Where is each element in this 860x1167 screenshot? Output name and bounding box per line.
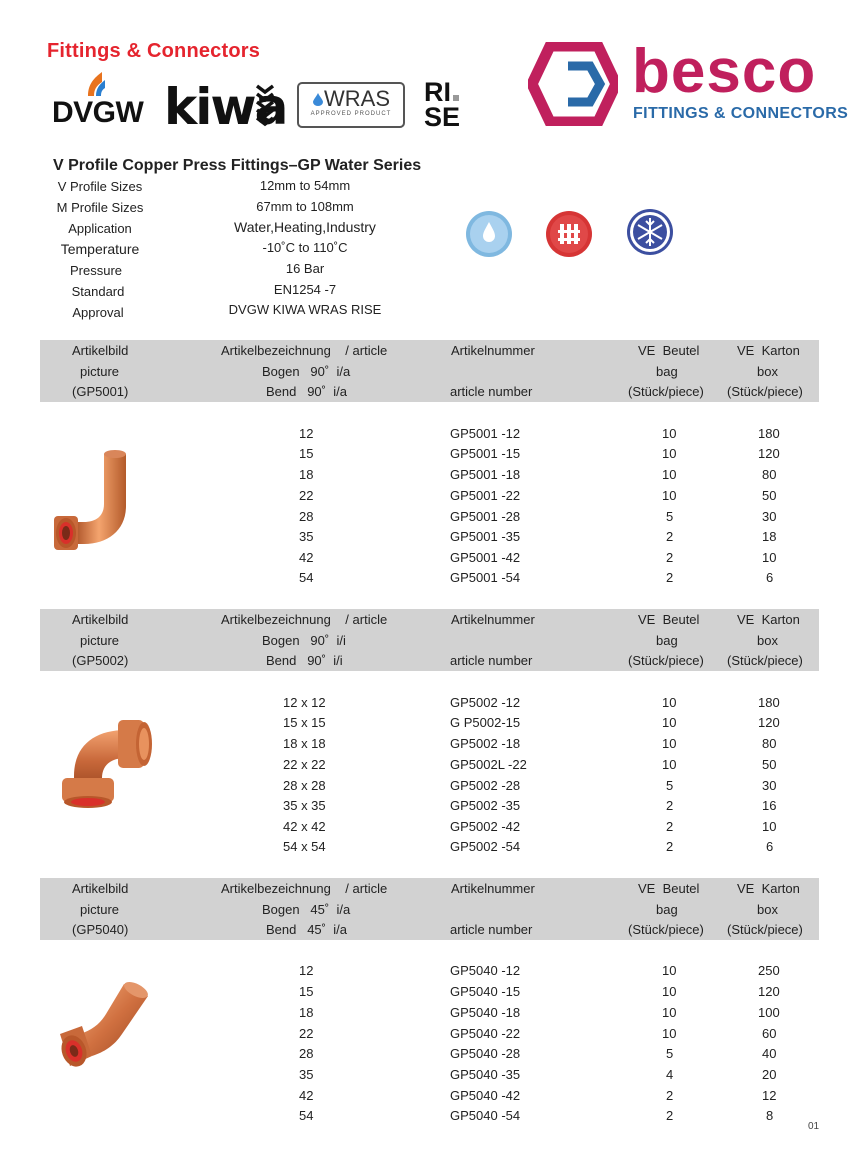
spec-label: Pressure bbox=[69, 263, 123, 278]
cell-bag: 5 bbox=[666, 509, 674, 524]
cell-box: 30 bbox=[762, 509, 777, 524]
besco-emblem-icon bbox=[528, 42, 618, 126]
cell-article: GP5001 -35 bbox=[450, 529, 521, 544]
spec-label: V Profile Sizes bbox=[57, 179, 143, 194]
dvgw-logo bbox=[52, 96, 143, 130]
header-cell: bag bbox=[656, 902, 678, 917]
cell-bag: 10 bbox=[662, 736, 677, 751]
header-cell: box bbox=[757, 364, 778, 379]
cell-bag: 2 bbox=[666, 570, 674, 585]
cell-box: 40 bbox=[762, 1046, 777, 1061]
cell-box: 12 bbox=[762, 1088, 777, 1103]
cell-size: 28 bbox=[299, 509, 314, 524]
cell-bag: 10 bbox=[662, 984, 677, 999]
cell-article: GP5040 -42 bbox=[450, 1088, 521, 1103]
cell-bag: 2 bbox=[666, 1108, 674, 1123]
header-cell: Bend 45˚ i/a bbox=[266, 922, 347, 937]
cell-size: 35 bbox=[299, 529, 314, 544]
wras-logo bbox=[297, 82, 405, 128]
cell-size: 22 bbox=[299, 1026, 314, 1041]
cell-article: GP5040 -15 bbox=[450, 984, 521, 999]
spec-value: Water,Heating,Industry bbox=[234, 219, 376, 235]
wras-subtext: APPROVED PRODUCT bbox=[310, 111, 392, 117]
spec-label: Approval bbox=[72, 305, 124, 320]
header-cell: Bend 90˚ i/i bbox=[266, 653, 343, 668]
cell-bag: 5 bbox=[666, 778, 674, 793]
header-cell: article number bbox=[450, 922, 533, 937]
dvgw-drop-icon bbox=[84, 70, 106, 98]
cell-article: GP5001 -28 bbox=[450, 509, 521, 524]
cell-article: GP5002 -18 bbox=[450, 736, 521, 751]
header-cell: Artikelnummer bbox=[451, 881, 535, 896]
wras-text: WRAS bbox=[324, 86, 390, 111]
cell-bag: 2 bbox=[666, 550, 674, 565]
radiator-icon bbox=[545, 210, 593, 258]
header-cell: bag bbox=[656, 364, 678, 379]
cell-box: 8 bbox=[766, 1108, 774, 1123]
header-cell: Bogen 45˚ i/a bbox=[262, 902, 351, 917]
cell-article: GP5001 -12 bbox=[450, 426, 521, 441]
header-cell: box bbox=[757, 902, 778, 917]
cell-bag: 10 bbox=[662, 467, 677, 482]
cell-article: GP5040 -18 bbox=[450, 1005, 521, 1020]
header-cell: article number bbox=[450, 384, 533, 399]
kiwa-logo: kiwa bbox=[164, 78, 287, 136]
header-cell: bag bbox=[656, 633, 678, 648]
cell-size: 35 x 35 bbox=[283, 798, 326, 813]
cell-box: 120 bbox=[758, 446, 780, 461]
cell-box: 20 bbox=[762, 1067, 777, 1082]
cell-box: 6 bbox=[766, 570, 774, 585]
cell-bag: 10 bbox=[662, 715, 677, 730]
header-cell: Bogen 90˚ i/a bbox=[262, 364, 351, 379]
cell-bag: 10 bbox=[662, 1005, 677, 1020]
cell-box: 100 bbox=[758, 1005, 780, 1020]
cell-size: 12 bbox=[299, 963, 314, 978]
cell-box: 6 bbox=[766, 839, 774, 854]
cell-bag: 10 bbox=[662, 963, 677, 978]
cell-size: 42 bbox=[299, 550, 314, 565]
cell-article: GP5001 -22 bbox=[450, 488, 521, 503]
header-cell: (GP5040) bbox=[72, 922, 129, 937]
header-cell: (GP5001) bbox=[72, 384, 129, 399]
cell-box: 180 bbox=[758, 426, 780, 441]
cell-bag: 10 bbox=[662, 426, 677, 441]
cell-box: 16 bbox=[762, 798, 777, 813]
cell-bag: 2 bbox=[666, 839, 674, 854]
header-cell: VE Karton bbox=[737, 343, 800, 358]
cell-article: GP5001 -42 bbox=[450, 550, 521, 565]
header-cell: (Stück/piece) bbox=[727, 922, 803, 937]
header-cell: Artikelbezeichnung / article bbox=[221, 343, 388, 358]
header-cell: Artikelbild bbox=[72, 343, 129, 358]
cell-bag: 2 bbox=[666, 1088, 674, 1103]
header-cell: picture bbox=[80, 902, 120, 917]
bend-90-ii-fitting-image bbox=[50, 716, 156, 808]
besco-tagline: FITTINGS & CONNECTORS bbox=[633, 105, 849, 122]
bend-45-ia-fitting-image bbox=[52, 976, 162, 1072]
cell-size: 15 bbox=[299, 446, 314, 461]
cell-bag: 10 bbox=[662, 446, 677, 461]
header-cell: picture bbox=[80, 633, 120, 648]
spec-label: Temperature bbox=[60, 241, 140, 257]
cell-size: 54 bbox=[299, 570, 314, 585]
cell-size: 54 bbox=[299, 1108, 314, 1123]
header-cell: (Stück/piece) bbox=[628, 384, 704, 399]
cell-size: 12 x 12 bbox=[283, 695, 326, 710]
cell-box: 10 bbox=[762, 819, 777, 834]
cell-box: 50 bbox=[762, 757, 777, 772]
spec-value: 67mm to 108mm bbox=[256, 199, 354, 214]
cell-size: 12 bbox=[299, 426, 314, 441]
cell-box: 18 bbox=[762, 529, 777, 544]
header-cell: Artikelnummer bbox=[451, 612, 535, 627]
cell-bag: 4 bbox=[666, 1067, 674, 1082]
cell-size: 54 x 54 bbox=[283, 839, 326, 854]
header-cell: Artikelnummer bbox=[451, 343, 535, 358]
spec-label: Standard bbox=[71, 284, 125, 299]
cell-article: GP5040 -28 bbox=[450, 1046, 521, 1061]
header-cell: (Stück/piece) bbox=[727, 653, 803, 668]
header-cell: (Stück/piece) bbox=[628, 653, 704, 668]
cell-box: 120 bbox=[758, 715, 780, 730]
header-cell: VE Karton bbox=[737, 881, 800, 896]
cell-bag: 2 bbox=[666, 529, 674, 544]
cell-size: 22 x 22 bbox=[283, 757, 326, 772]
cell-article: GP5040 -22 bbox=[450, 1026, 521, 1041]
header-cell: (Stück/piece) bbox=[727, 384, 803, 399]
cell-size: 15 bbox=[299, 984, 314, 999]
spec-value: 16 Bar bbox=[285, 261, 325, 276]
header-cell: VE Karton bbox=[737, 612, 800, 627]
header-cell: Artikelbezeichnung / article bbox=[221, 881, 388, 896]
cell-box: 120 bbox=[758, 984, 780, 999]
cell-box: 60 bbox=[762, 1026, 777, 1041]
cell-article: GP5001 -18 bbox=[450, 467, 521, 482]
cell-size: 42 bbox=[299, 1088, 314, 1103]
cell-size: 28 bbox=[299, 1046, 314, 1061]
spec-value: 12mm to 54mm bbox=[259, 178, 351, 193]
cell-box: 50 bbox=[762, 488, 777, 503]
cell-bag: 10 bbox=[662, 488, 677, 503]
spec-title: V Profile Copper Press Fittings–GP Water Series bbox=[53, 157, 422, 174]
cell-size: 18 bbox=[299, 1005, 314, 1020]
spec-value: EN1254 -7 bbox=[273, 282, 337, 297]
table-header bbox=[40, 609, 819, 671]
header-cell: article number bbox=[450, 653, 533, 668]
cell-box: 10 bbox=[762, 550, 777, 565]
cell-size: 18 bbox=[299, 467, 314, 482]
table-header bbox=[40, 878, 819, 940]
header-cell: Artikelbezeichnung / article bbox=[221, 612, 388, 627]
cell-article: GP5040 -35 bbox=[450, 1067, 521, 1082]
cell-article: GP5002 -54 bbox=[450, 839, 521, 854]
header-cell: box bbox=[757, 633, 778, 648]
water-drop-icon bbox=[465, 210, 513, 258]
cell-box: 80 bbox=[762, 736, 777, 751]
cell-article: GP5002L -22 bbox=[450, 757, 527, 772]
cell-bag: 2 bbox=[666, 819, 674, 834]
header-cell: (Stück/piece) bbox=[628, 922, 704, 937]
spec-value: DVGW KIWA WRAS RISE bbox=[228, 302, 382, 317]
cell-bag: 10 bbox=[662, 1026, 677, 1041]
header-cell: (GP5002) bbox=[72, 653, 129, 668]
header-cell: VE Beutel bbox=[638, 881, 700, 896]
header-cell: VE Beutel bbox=[638, 612, 700, 627]
wras-drop-icon bbox=[312, 92, 324, 106]
cell-article: GP5002 -42 bbox=[450, 819, 521, 834]
page-number: 01 bbox=[808, 1121, 820, 1132]
cell-article: GP5040 -54 bbox=[450, 1108, 521, 1123]
table-header bbox=[40, 340, 819, 402]
page-title: Fittings & Connectors bbox=[47, 40, 261, 62]
spec-value: -10˚C to 110˚C bbox=[262, 240, 348, 255]
rise-dot-icon bbox=[453, 95, 459, 101]
cell-bag: 5 bbox=[666, 1046, 674, 1061]
cell-size: 28 x 28 bbox=[283, 778, 326, 793]
spec-label: M Profile Sizes bbox=[56, 200, 144, 215]
dvgw-text: DVGW bbox=[52, 96, 144, 129]
header-cell: Bend 90˚ i/a bbox=[266, 384, 347, 399]
cell-size: 35 bbox=[299, 1067, 314, 1082]
header-cell: picture bbox=[80, 364, 120, 379]
rise-logo bbox=[424, 77, 461, 132]
header-cell: Artikelbild bbox=[72, 881, 129, 896]
cell-size: 22 bbox=[299, 488, 314, 503]
rise-line1: RI bbox=[424, 77, 451, 107]
cell-bag: 2 bbox=[666, 798, 674, 813]
cell-article: GP5002 -28 bbox=[450, 778, 521, 793]
cell-size: 15 x 15 bbox=[283, 715, 326, 730]
cell-size: 18 x 18 bbox=[283, 736, 326, 751]
kiwa-chevron-icon bbox=[255, 82, 275, 132]
snowflake-icon bbox=[626, 208, 674, 256]
cell-box: 30 bbox=[762, 778, 777, 793]
cell-box: 180 bbox=[758, 695, 780, 710]
cell-size: 42 x 42 bbox=[283, 819, 326, 834]
cell-article: GP5002 -35 bbox=[450, 798, 521, 813]
cell-article: G P5002-15 bbox=[450, 715, 521, 730]
cell-article: GP5001 -15 bbox=[450, 446, 521, 461]
header-cell: Bogen 90˚ i/i bbox=[262, 633, 346, 648]
spec-label: Application bbox=[68, 221, 132, 236]
cell-article: GP5040 -12 bbox=[450, 963, 521, 978]
bend-90-ia-fitting-image bbox=[46, 448, 136, 552]
rise-line2: SE bbox=[424, 102, 461, 132]
besco-brand-name: besco bbox=[632, 37, 817, 106]
cell-bag: 10 bbox=[662, 757, 677, 772]
cell-box: 80 bbox=[762, 467, 777, 482]
cell-article: GP5002 -12 bbox=[450, 695, 521, 710]
header-cell: Artikelbild bbox=[72, 612, 129, 627]
cell-bag: 10 bbox=[662, 695, 677, 710]
cell-article: GP5001 -54 bbox=[450, 570, 521, 585]
cell-box: 250 bbox=[758, 963, 780, 978]
header-cell: VE Beutel bbox=[638, 343, 700, 358]
